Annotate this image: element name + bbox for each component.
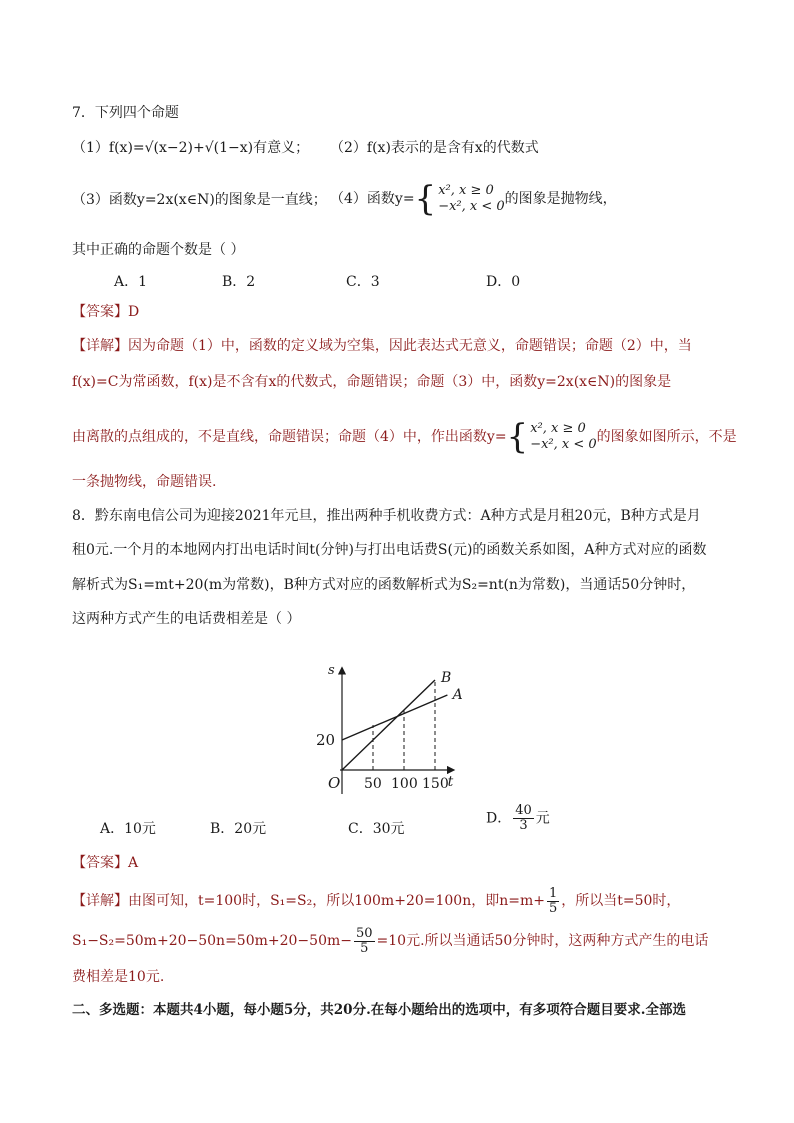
q7-p4-case2: −x², x < 0 <box>438 199 505 214</box>
graph-labels <box>316 663 463 792</box>
q8-detail-2-prefix: S₁−S₂=50m+20−50n=50m+20−50m− <box>72 933 352 949</box>
graph-series <box>342 680 447 770</box>
fraction-numerator: 40 <box>515 803 532 818</box>
q8-option-c[interactable]: C．30元 <box>348 821 405 837</box>
q8-line-3: 解析式为S₁=mt+20(m为常数)，B种方式对应的函数解析式为S₂=nt(n为常数)，当通话50分钟时， <box>72 577 696 593</box>
q7-option-a[interactable]: A．1 <box>114 274 148 290</box>
q7-detail-4: 一条抛物线，命题错误. <box>72 474 217 490</box>
x-tick-label-50: 50 <box>364 776 382 792</box>
q7-detail-3-prefix: 由离散的点组成的，不是直线，命题错误；命题（4）中，作出函数y= <box>72 429 507 445</box>
graph-guides <box>373 680 435 770</box>
q7-option-c[interactable]: C．3 <box>346 274 380 290</box>
q7-p4-suffix: 的图象是抛物线， <box>504 191 617 207</box>
q7-detail-2: f(x)=C为常函数，f(x)是不含有x的代数式，命题错误；命题（3）中，函数y=2x(x∈N)的图象是 <box>72 374 672 390</box>
q8-option-d-suffix: 元 <box>535 810 550 827</box>
q7-p4-piecewise: { x², x ≥ 0 −x², x < 0 <box>414 179 505 219</box>
q8-detail-1 <box>72 884 680 918</box>
series-label-A: A <box>452 687 463 703</box>
q7-ask: 其中正确的命题个数是（ ） <box>72 242 245 258</box>
q8-answer: 【答案】A <box>72 855 139 871</box>
q8-option-d-fraction <box>513 804 534 833</box>
q7-p4-case1: x², x ≥ 0 <box>438 183 494 198</box>
q8-option-a[interactable]: A．10元 <box>100 821 156 837</box>
q8-detail-1-fraction <box>547 887 559 916</box>
q7-proposition-3: （3）函数y=2x(x∈N)的图象是一直线； <box>72 192 327 208</box>
q7-proposition-1: （1）f(x)=√(x−2)+√(1−x)有意义； <box>72 140 310 156</box>
q8-detail-2-fraction <box>354 927 375 956</box>
fraction-denominator: 5 <box>548 900 558 916</box>
q8-line-2: 租0元.一个月的本地网内打出电话时间t(分钟)与打出电话费S(元)的函数关系如图，A种方式对应的函数 <box>72 542 707 558</box>
q8-detail-3: 费相差是10元. <box>72 969 165 985</box>
section-2-heading: 二、多选题：本题共4小题，每小题5分，共20分.在每小题给出的选项中，有多项符合题目要求.全部选 <box>72 1002 686 1018</box>
q7-detail-3-suffix: 的图象如图所示，不是 <box>596 429 737 445</box>
q8-detail-1-suffix: ，所以当t=50时， <box>561 893 681 909</box>
q7-p4-prefix: （4）函数y= <box>330 191 415 207</box>
series-line-A <box>342 695 447 740</box>
q8-option-b[interactable]: B．20元 <box>210 821 267 837</box>
q7-option-d[interactable]: D．0 <box>486 274 521 290</box>
y-tick-label: 20 <box>316 731 336 749</box>
q7-detail-piecewise: { x², x ≥ 0 −x², x < 0 <box>506 417 597 457</box>
q7-detail-3 <box>72 414 737 460</box>
q8-line-4: 这两种方式产生的电话费相差是（ ） <box>72 611 301 627</box>
q7-proposition-4 <box>330 176 617 222</box>
fraction-numerator: 1 <box>548 885 558 901</box>
origin-label: O <box>328 774 341 792</box>
q8-function-graph <box>300 645 500 805</box>
x-axis-label: t <box>447 774 454 790</box>
x-tick-label-100: 100 <box>391 776 418 792</box>
fraction-denominator: 3 <box>519 818 528 833</box>
q8-detail-1-prefix: 【详解】由图可知，t=100时，S₁=S₂，所以100m+20=100n，即n=m+ <box>72 893 545 909</box>
q7-detail-1: 【详解】因为命题（1）中，函数的定义域为空集，因此表达式无意义，命题错误；命题（2）中，当 <box>72 338 692 354</box>
q7-detail-case2: −x², x < 0 <box>530 437 597 452</box>
x-tick-label-150: 150 <box>422 776 449 792</box>
series-label-B: B <box>441 670 452 686</box>
q7-detail-case1: x², x ≥ 0 <box>530 421 586 436</box>
fraction-numerator: 50 <box>355 925 373 941</box>
q7-stem: 7．下列四个命题 <box>72 105 179 121</box>
y-axis-label: s <box>328 663 335 678</box>
q8-line-1: 8．黔东南电信公司为迎接2021年元旦，推出两种手机收费方式：A种方式是月租20元，B种方式是月 <box>72 508 701 524</box>
fraction-denominator: 5 <box>360 940 369 956</box>
q8-option-d[interactable] <box>486 804 550 833</box>
q8-detail-2 <box>72 924 708 958</box>
q7-answer: 【答案】D <box>72 304 140 320</box>
series-line-B <box>342 680 435 770</box>
q8-detail-2-suffix: =10元.所以当通话50分钟时，这两种方式产生的电话 <box>376 933 709 949</box>
q7-option-b[interactable]: B．2 <box>222 274 256 290</box>
q8-option-d-prefix: D． <box>486 810 512 827</box>
q7-proposition-2: （2）f(x)表示的是含有x的代数式 <box>330 140 539 156</box>
